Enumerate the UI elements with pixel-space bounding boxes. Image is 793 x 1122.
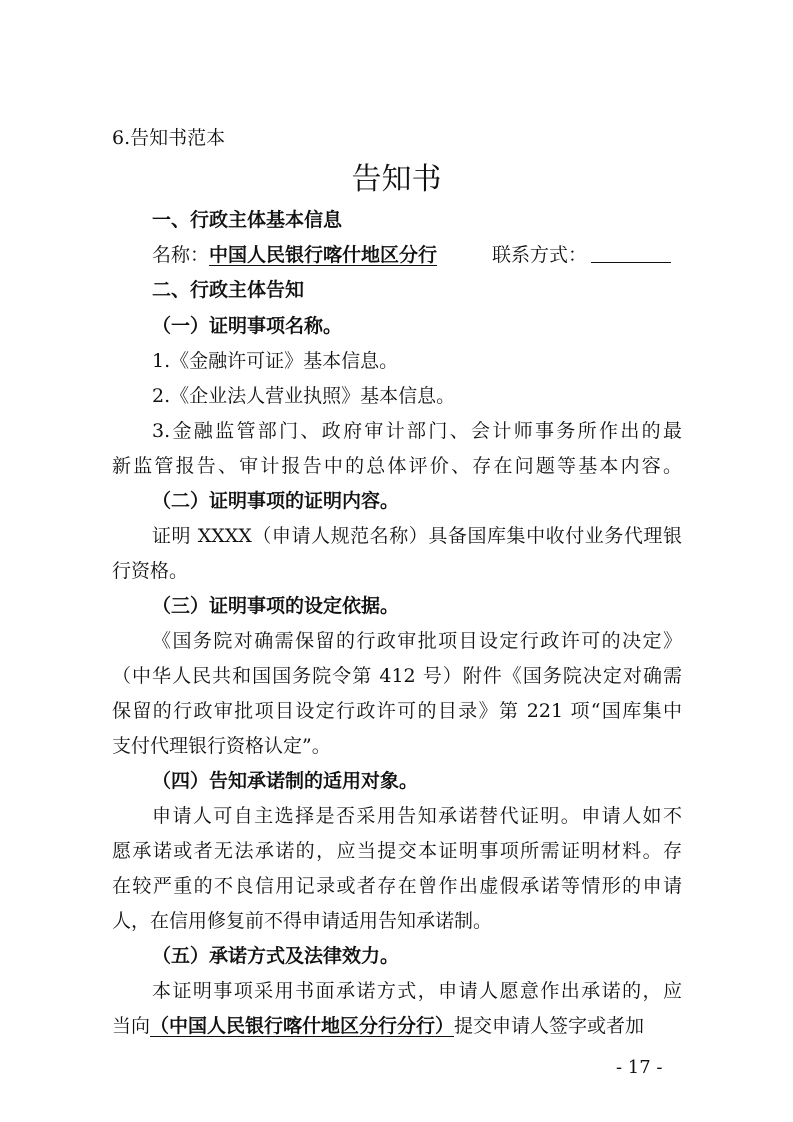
section-2-heading: 二、行政主体告知 [152,279,305,301]
scope-line-3: 在较严重的不良信用记录或者存在曾作出虚假承诺等情形的申请 [112,875,682,897]
subsection-2-heading: （二）证明事项的证明内容。 [152,490,400,512]
scope-line-1: 申请人可自主选择是否采用告知承诺替代证明。申请人如不 [152,805,682,827]
subsection-5-heading: （五）承诺方式及法律效力。 [152,945,400,967]
subsection-3-heading: （三）证明事项的设定依据。 [152,595,400,617]
section-1-heading: 一、行政主体基本信息 [152,209,343,231]
commitment-line-2 [112,1012,644,1040]
proof-content-line-2: 行资格。 [112,560,189,582]
contact-row [492,241,671,269]
item-1: 1.《金融许可证》基本信息。 [152,350,399,372]
contact-blank-line [591,242,671,263]
commitment-authority: （中国人民银行喀什地区分行分行） [150,1015,455,1037]
contact-label: 联系方式： [492,244,588,266]
scope-line-2: 愿承诺或者无法承诺的，应当提交本证明事项所需证明材料。存 [112,840,682,862]
commitment-line-2-suffix: 提交申请人签字或者加 [454,1015,645,1037]
document-title: 告知书 [351,162,442,197]
item-3-line-2: 新监管报告、审计报告中的总体评价、存在问题等基本内容。 [112,455,682,477]
page-number: - 17 - [616,1057,663,1078]
name-row [152,241,437,269]
basis-line-2: （中华人民共和国国务院令第 412 号）附件《国务院决定对确需 [112,665,682,687]
section-number-heading: 6.告知书范本 [112,127,226,149]
commitment-line-1: 本证明事项采用书面承诺方式，申请人愿意作出承诺的，应 [152,980,682,1002]
basis-line-1: 《国务院对确需保留的行政审批项目设定行政许可的决定》 [152,630,682,652]
subsection-4-heading: （四）告知承诺制的适用对象。 [152,770,419,792]
commitment-line-2-prefix: 当向 [112,1015,151,1037]
name-value: 中国人民银行喀什地区分行 [209,244,438,266]
item-2: 2.《企业法人营业执照》基本信息。 [152,385,456,407]
scope-line-4: 人，在信用修复前不得申请适用告知承诺制。 [112,910,493,932]
basis-line-4: 支付代理银行资格认定”。 [112,735,331,757]
proof-content-line-1: 证明 XXXX（申请人规范名称）具备国库集中收付业务代理银 [152,525,682,547]
subsection-1-heading: （一）证明事项名称。 [152,315,343,337]
basis-line-3: 保留的行政审批项目设定行政许可的目录》第 221 项“国库集中 [112,700,682,722]
item-3-line-1: 3.金融监管部门、政府审计部门、会计师事务所作出的最 [152,420,682,442]
name-label: 名称： [152,244,210,266]
